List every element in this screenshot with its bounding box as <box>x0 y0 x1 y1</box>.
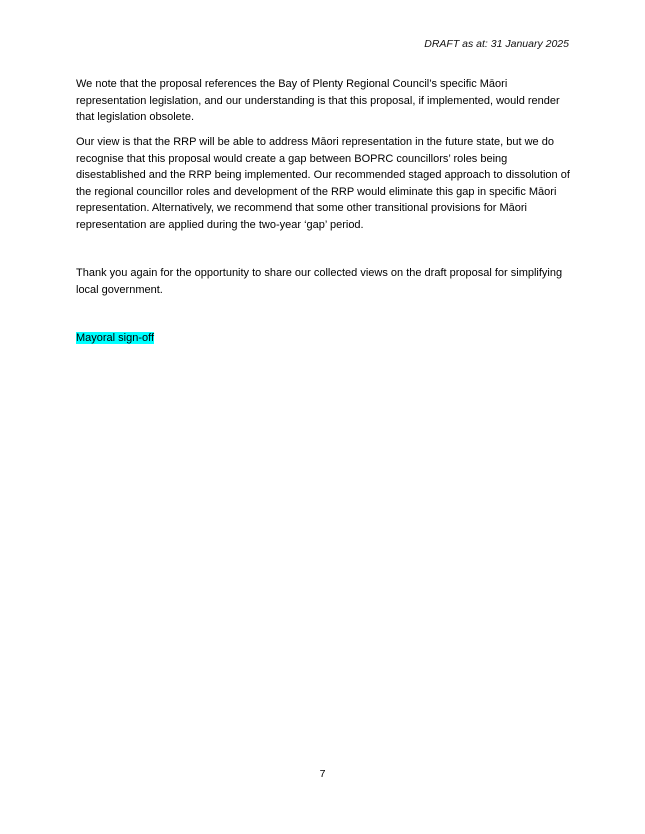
draft-date-header: DRAFT as at: 31 January 2025 <box>424 38 569 50</box>
paragraph-rrp-representation: Our view is that the RRP will be able to address Māori representation in the future state, but we do recognise that this proposal would create a gap between BOPRC councillors’ roles being disestablished and the RRP being implemented. Our recommended staged approach to dissolution of the regional councillor roles and development of the RRP would eliminate this gap in specific Māori representation. Alternatively, we recommend that some other transitional provisions for Māori representation are applied during the two-year ‘gap’ period. <box>76 136 570 231</box>
page-number: 7 <box>319 768 326 780</box>
paragraph-maori-legislation: We note that the proposal references the Bay of Plenty Regional Council’s specific Māori representation legislation, and our understanding is that this proposal, if implemented, would render that legislation obsolete. <box>76 78 560 123</box>
paragraph-thank-you: Thank you again for the opportunity to share our collected views on the draft proposal for simplifying local government. <box>76 267 563 296</box>
mayoral-signoff-highlight: Mayoral sign-off <box>76 332 155 344</box>
mayoral-signoff <box>76 331 154 346</box>
